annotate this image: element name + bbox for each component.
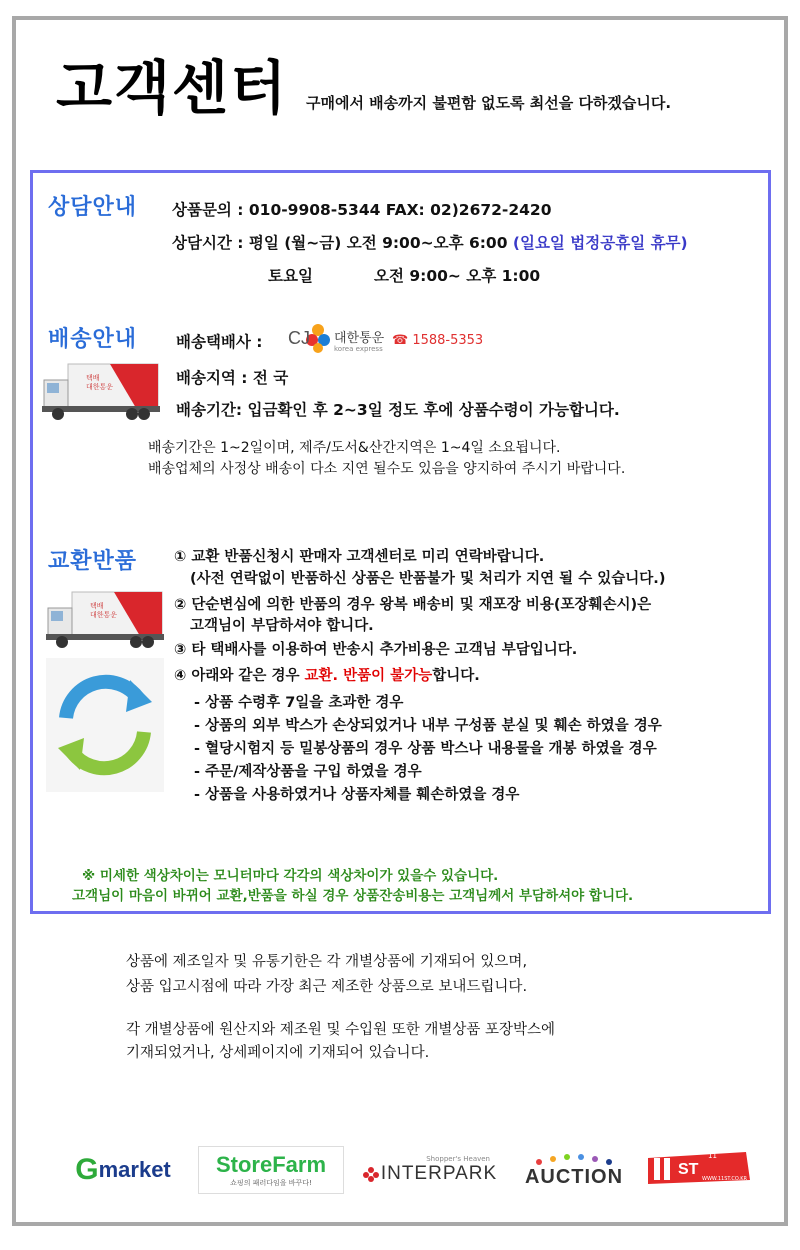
exchange-item-4-suffix: 합니다.	[432, 668, 480, 684]
saturday-label: 토요일	[268, 267, 313, 285]
delivery-note-1: 배송기간은 1~2일이며, 제주/도서&산간지역은 1~4일 소요됩니다.	[148, 440, 561, 456]
cj-logistics-logo	[288, 318, 488, 362]
auction-text: AUCTION	[524, 1165, 624, 1188]
interpark-text: INTERPARK	[380, 1163, 498, 1184]
auction-dots-icon	[529, 1152, 619, 1166]
condition-4: - 주문/제작상품을 구입 하였을 경우	[194, 764, 422, 780]
courier-sub: korea express	[334, 345, 383, 353]
info-line-2: 상품 입고시점에 따라 가장 최근 제조한 상품으로 보내드립니다.	[126, 979, 528, 995]
interpark-logo	[354, 1148, 504, 1192]
consult-section-label: 상담안내	[48, 195, 138, 220]
exchange-item-2b: 고객님이 부담하셔야 합니다.	[190, 618, 374, 634]
delivery-area: 배송지역 : 전 국	[176, 369, 289, 387]
saturday-hours: 오전 9:00~ 오후 1:00	[374, 267, 541, 285]
gmarket-g: G	[75, 1153, 99, 1186]
storefarm-logo	[198, 1146, 344, 1194]
condition-3: - 혈당시험지 등 밀봉상품의 경우 상품 박스나 내용물을 개봉 하였을 경우	[194, 741, 657, 757]
courier-phone: ☎ 1588-5353	[392, 333, 484, 348]
11st-logo	[646, 1148, 756, 1192]
color-difference-notice: ※ 미세한 색상차이는 모니터마다 각각의 색상차이가 있을수 있습니다.	[82, 868, 499, 884]
info-line-4: 기재되었거나, 상세페이지에 기재되어 있습니다.	[126, 1045, 430, 1061]
page-title: 고객센터	[56, 54, 289, 122]
condition-5: - 상품을 사용하였거나 상품자체를 훼손하였을 경우	[194, 787, 520, 803]
gmarket-text: market	[98, 1157, 171, 1182]
exchange-item-4-prefix: ④ 아래와 같은 경우	[174, 668, 305, 684]
interpark-wordmark	[361, 1163, 497, 1185]
exchange-item-1a: ① 교환 반품신청시 판매자 고객센터로 미리 연락바랍니다.	[174, 549, 545, 565]
page-subtitle: 구매에서 배송까지 불편함 없도록 최선을 다하겠습니다.	[306, 94, 672, 112]
exchange-arrows-image	[46, 658, 164, 792]
exchange-item-1b: (사전 연락없이 반품하신 상품은 반품불가 및 처리가 지연 될 수 있습니다.)	[190, 571, 666, 587]
gmarket-logo	[58, 1148, 188, 1192]
cj-letters: CJ	[288, 328, 310, 348]
info-line-1: 상품에 제조일자 및 유통기한은 각 개별상품에 기재되어 있으며,	[126, 954, 528, 970]
11st-url: WWW.11ST.CO.KR	[702, 1176, 747, 1182]
11st-number: 11	[708, 1152, 717, 1160]
consult-hours-text: 상담시간 : 평일 (월~금) 오전 9:00~오후 6:00	[172, 234, 513, 252]
auction-logo	[512, 1148, 636, 1192]
truck-label-1: 택배	[90, 602, 104, 610]
exchange-item-3: ③ 타 택배사를 이용하여 반송시 추가비용은 고객님 부담입니다.	[174, 642, 578, 658]
consult-phone-line: 상품문의 : 010-9908-5344 FAX: 02)2672-2420	[172, 201, 552, 219]
consult-holiday-text: (일요일 법정공휴일 휴무)	[512, 234, 688, 252]
delivery-period: 배송기간: 입금확인 후 2~3일 정도 후에 상품수령이 가능합니다.	[176, 401, 620, 419]
interpark-tagline: Shopper's Heaven	[426, 1155, 490, 1163]
condition-1: - 상품 수령후 7일을 초과한 경우	[194, 695, 404, 711]
courier-name: 대한통운	[334, 331, 385, 346]
condition-2: - 상품의 외부 박스가 손상되었거나 내부 구성품 분실 및 훼손 하였을 경우	[194, 718, 662, 734]
exchange-section-label: 교환반품	[48, 549, 138, 574]
delivery-truck-image	[40, 360, 160, 422]
delivery-note-2: 배송업체의 사정상 배송이 다소 지연 될수도 있음을 양지하여 주시기 바랍니다.	[148, 461, 626, 477]
consult-hours-line	[172, 231, 688, 253]
exchange-item-2a: ② 단순변심에 의한 반품의 경우 왕복 배송비 및 재포장 비용(포장훼손시)은	[174, 597, 652, 613]
info-line-3: 각 개별상품에 원산지와 제조원 및 수입원 또한 개별상품 포장박스에	[126, 1022, 556, 1038]
truck-label-1: 택배	[86, 374, 100, 382]
return-cost-notice: 고객님이 마음이 바뀌어 교환,반품을 하실 경우 상품잔송비용는 고객님께서 부담하셔야 합니다.	[72, 888, 634, 904]
delivery-section-label: 배송안내	[48, 327, 138, 352]
interpark-flower-icon	[361, 1164, 381, 1184]
truck-label-2: 대한통운	[86, 383, 114, 391]
11st-text: ST	[678, 1161, 699, 1178]
exchange-item-4	[174, 664, 480, 685]
exchange-not-allowed-text: 교환. 반품이 불가능	[304, 668, 433, 684]
courier-label: 배송택배사 :	[176, 333, 263, 351]
truck-label-2: 대한통운	[90, 611, 118, 619]
refresh-arrows-icon	[46, 658, 164, 792]
return-truck-image	[44, 588, 164, 650]
storefarm-text: StoreFarm	[215, 1152, 327, 1177]
storefarm-tagline: 쇼핑의 패러다임을 바꾸다!	[230, 1179, 312, 1187]
